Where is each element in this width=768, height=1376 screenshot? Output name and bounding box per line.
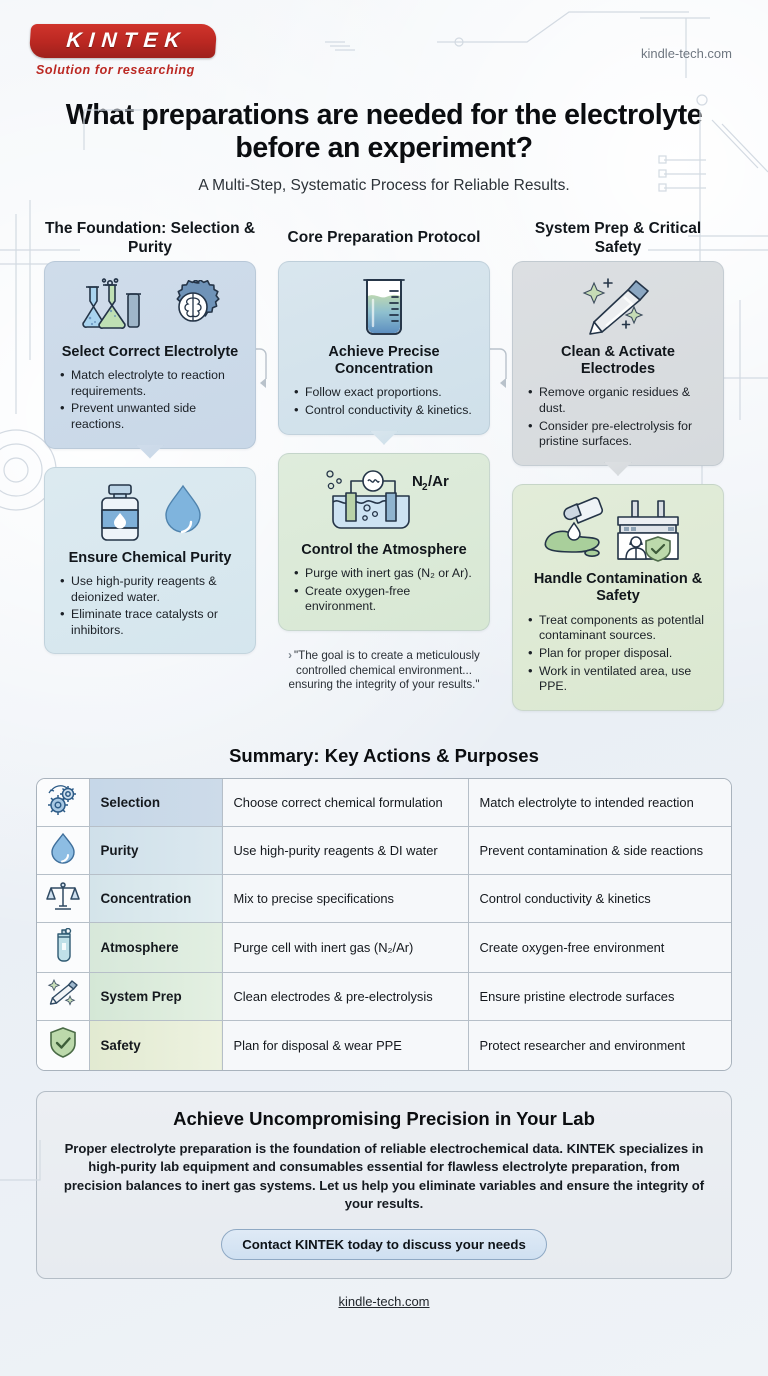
summary-title: Summary: Key Actions & Purposes (229, 744, 539, 766)
bullet: • Follow exact proportions. (292, 385, 476, 401)
table-row[interactable] (37, 972, 731, 1020)
row-label: System Prep (89, 972, 222, 1020)
pull-quote (278, 649, 490, 693)
contact-kintek-button[interactable]: Contact KINTEK today to discuss your needs (221, 1229, 547, 1260)
row-action: Clean electrodes & pre-electrolysis (222, 972, 468, 1020)
card-title: Ensure Chemical Purity (68, 549, 232, 566)
row-action: Use high-purity reagents & DI water (222, 826, 468, 874)
header-site-url: kindle-tech.com (640, 46, 732, 61)
card-bullets (292, 566, 476, 615)
bullet: • Consider pre-electrolysis for pristine surfaces. (526, 419, 710, 450)
row-label: Safety (89, 1020, 222, 1070)
table-row[interactable] (37, 874, 731, 922)
page-title: What preparations are needed for the electrolyte before an experiment? (65, 99, 703, 165)
row-purpose: Prevent contamination & side reactions (468, 826, 731, 874)
page-subtitle: A Multi-Step, Systematic Process for Reliable Results. (198, 176, 570, 194)
sparkling-electrode-icon (37, 972, 89, 1020)
row-label: Concentration (89, 874, 222, 922)
water-drop-icon (37, 826, 89, 874)
brand-logo (30, 24, 230, 77)
row-purpose: Protect researcher and environment (468, 1020, 731, 1070)
bullet: • Treat components as potentlal contaminant sources. (526, 613, 710, 644)
row-purpose: Ensure pristine electrode surfaces (468, 972, 731, 1020)
card-title: Select Correct Electrolyte (61, 343, 239, 360)
footer-site-url[interactable]: kindle-tech.com (338, 1294, 430, 1310)
process-columns (0, 217, 768, 729)
balance-scale-icon (37, 874, 89, 922)
column-3 (512, 217, 724, 729)
card-title: Control the Atmosphere (301, 541, 467, 558)
electrochemical-cell-purge-icon (292, 466, 476, 538)
table-row[interactable] (37, 1020, 731, 1070)
bullet: • Work in ventilated area, use PPE. (526, 664, 710, 695)
card-ensure-chemical-purity[interactable] (44, 467, 256, 655)
row-label: Selection (89, 779, 222, 827)
logo-wordmark: KINTEK (65, 29, 188, 52)
row-action: Choose correct chemical formulation (222, 779, 468, 827)
graduated-beaker-icon (292, 274, 476, 340)
bullet: • Plan for proper disposal. (526, 646, 710, 662)
table-row[interactable] (37, 922, 731, 972)
card-bullets (526, 613, 710, 695)
column-2 (278, 217, 490, 729)
column-1 (44, 217, 256, 729)
bullet: • Use high-purity reagents & deionized water. (58, 574, 242, 605)
column-3-heading: System Prep & Critical Safety (534, 219, 702, 256)
sparkling-electrode-icon (526, 274, 710, 340)
card-title: Achieve Precise Concentration (328, 343, 440, 378)
row-purpose: Match electrolyte to intended reaction (468, 779, 731, 827)
flasks-and-gear-brain-icon (58, 274, 242, 340)
card-bullets (292, 385, 476, 418)
summary-table-wrapper (36, 778, 732, 1071)
table-row[interactable] (37, 779, 731, 827)
card-select-correct-electrolyte[interactable] (44, 261, 256, 449)
card-title: Handle Contamination & Safety (533, 570, 703, 605)
row-purpose: Create oxygen-free environment (468, 922, 731, 972)
row-action: Plan for disposal & wear PPE (222, 1020, 468, 1070)
row-purpose: Control conductivity & kinetics (468, 874, 731, 922)
column-2-heading: Core Preparation Protocol (287, 229, 481, 247)
chemical-spill-and-fume-hood-icon (526, 497, 710, 567)
chevron-right-icon: › (288, 648, 293, 662)
card-bullets (58, 368, 242, 432)
row-label: Atmosphere (89, 922, 222, 972)
card-bullets (526, 385, 710, 449)
bullet: • Create oxygen-free environment. (292, 584, 476, 615)
card-title: Clean & Activate Electrodes (561, 343, 675, 378)
table-row[interactable] (37, 826, 731, 874)
bullet: • Prevent unwanted side reactions. (58, 401, 242, 432)
bullet: • Match electrolyte to reaction requirements. (58, 368, 242, 399)
bullet: • Purge with inert gas (N₂ or Ar). (292, 566, 476, 582)
gas-cylinder-icon (37, 922, 89, 972)
summary-table (37, 779, 731, 1070)
cta-panel (36, 1091, 732, 1279)
gears-icon (37, 779, 89, 827)
row-label: Purity (89, 826, 222, 874)
column-1-heading: The Foundation: Selection & Purity (44, 219, 256, 256)
svg-text:2: 2 (422, 481, 428, 493)
page-header (0, 0, 768, 77)
card-bullets (58, 574, 242, 638)
row-action: Mix to precise specifications (222, 874, 468, 922)
logo-tagline: Solution for researching (36, 63, 195, 77)
card-clean-activate-electrodes[interactable] (512, 261, 724, 466)
svg-text:/Ar: /Ar (428, 472, 449, 490)
row-action: Purge cell with inert gas (N₂/Ar) (222, 922, 468, 972)
cta-title: Achieve Uncompromising Precision in Your Lab (173, 1107, 595, 1129)
pull-quote-text: "The goal is to create a meticulously controlled chemical environment... ensuring the integrity of your results." (288, 648, 480, 692)
inert-gas-label: N (412, 472, 423, 490)
reagent-bottle-and-water-drop-icon (58, 480, 242, 546)
logo-plate (29, 24, 217, 58)
card-handle-contamination-safety[interactable] (512, 484, 724, 711)
bullet: • Remove organic residues & dust. (526, 385, 710, 416)
bullet: • Control conductivity & kinetics. (292, 403, 476, 419)
cta-body: Proper electrolyte preparation is the foundation of reliable electrochemical data. KINTEK specializes in high-purity lab equipment and consumables essential for flawless electrolyte preparation, from precision balances to inert gas systems. Let us help you eliminate variables and ensure the integrity of your results. (63, 1140, 705, 1212)
shield-check-icon (37, 1020, 89, 1070)
card-control-the-atmosphere[interactable] (278, 453, 490, 631)
card-achieve-precise-concentration[interactable] (278, 261, 490, 435)
bullet: • Eliminate trace catalysts or inhibitors. (58, 607, 242, 638)
